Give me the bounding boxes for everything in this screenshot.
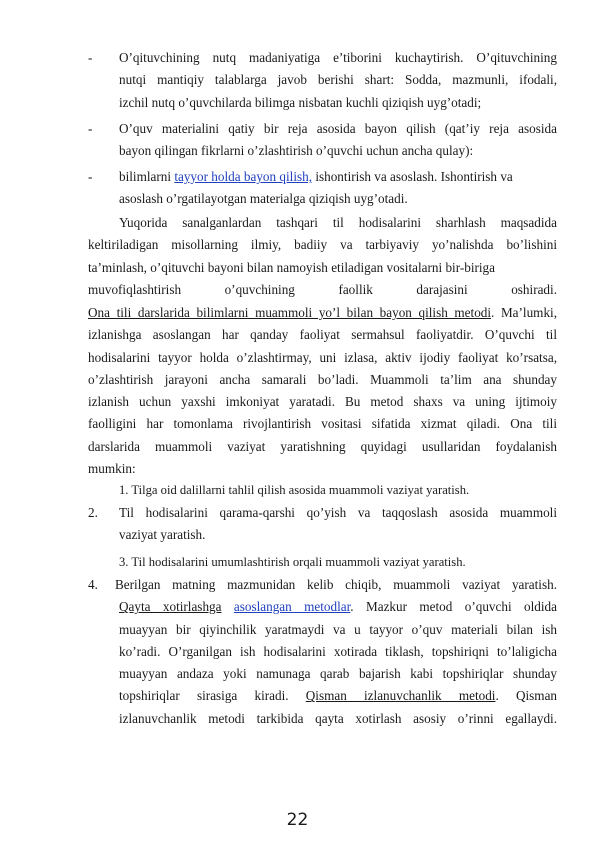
text-line: faolligini har tomonlama rivojlantirish vositasi sifatida xizmat qiladi. Ona tili [88,416,557,432]
page-number: 22 [286,810,309,830]
section-heading-underlined: Ona tili darslarida bilimlarni muammoli yo’l bilan bayon qilish metodi [88,305,492,320]
text-line: muayyan bir qiyinchilik yaratmaydi va u tayyor o’quv materiali bilan ish [119,621,557,637]
text-line: ko’radi. O’rganilgan ish hodisalarini xotirada tiklash, topshiriqni to’laligicha [119,643,557,659]
text-line: Ona tili darslarida bilimlarni muammoli yo’l bilan bayon qilish metodi. Ma’lumki, [88,305,557,320]
qisman-izlanuvchanlik-underlined: Qisman izlanuvchanlik metodi [305,688,496,704]
text-line: izlanuvchanlik metodi tarkibida qayta xotirlash asosiy o’rinni egallaydi. [119,710,557,726]
text-line: darslarida muammoli vaziyat yaratishning quyidagi usullaridan foydalanish [88,438,557,454]
text-line: vaziyat yaratish. [119,527,206,543]
text-line: topshiriqlar sirasiga kiradi. Qisman izlanuvchanlik metodi. Qisman [119,688,558,704]
bullet-marker: - [88,121,93,136]
asoslangan-metodlar-link[interactable]: asoslangan metodlar [233,599,351,615]
text-line: nutqi mantiqiy talablarga javob berishi shart: Sodda, mazmunli, ifodali, [119,72,557,88]
text-line: o’zlashtirish jarayoni ancha samarali bo’ladi. Muammoli ta’lim ana shunday [88,371,557,387]
list-marker: 2. [88,505,98,520]
text-line: izlanishga asoslangan har qanday faoliyat sermahsul faoliyatdir. O’quvchi til [88,327,557,343]
text-line: asoslash o’rgatilayotgan materialga qiziqish uyg’otadi. [119,191,408,207]
text-line: mumkin: [88,461,136,477]
text-line: izlanish uchun yaxshi imkoniyat yaratadi. Bu metod shaxs va uning ijtimoiy [88,394,557,410]
paragraph-1 [88,212,557,301]
text-line: ta’minlash, o’qituvchi bayoni bilan namoyish etiladigan vositalarni bir-biriga [88,259,495,275]
text-line: muayyan andaza yoki namunaga qarab bajarish kabi topshiriqlar shunday [119,666,557,682]
text-line: Qayta xotirlashga asoslangan metodlar. Mazkur metod o’quvchi oldida [119,599,557,615]
text-line: Yuqorida sanalganlardan tashqari til hodisalarini sharhlash maqsadida [119,215,557,230]
list-item-3 [119,551,557,573]
paragraph-2 [88,302,557,480]
text-line: O’qituvchining nutq madaniyatiga e’tiborini kuchaytirish. O’qituvchining [119,50,557,65]
text-line: muvofiqlashtirish o’quvchining faollik darajasini oshiradi. [88,281,557,297]
text-line: Berilgan matning mazmunidan kelib chiqib, muammoli vaziyat yaratish. [115,577,557,592]
text-line: bayon qilingan fikrlarni o’zlashtirish o’quvchi uchun ancha qulay): [119,143,474,159]
text-line: 1. Tilga oid dalillarni tahlil qilish asosida muammoli vaziyat yaratish. [119,483,470,497]
text-line: 3. Til hodisalarini umumlashtirish orqali muammoli vaziyat yaratish. [119,555,466,569]
text-line: izchil nutq o’quvchilarda bilimga nisbatan kuchli qiziqish uyg’otadi; [119,94,482,110]
list-item-1 [119,479,557,501]
tayyor-holda-link[interactable]: tayyor holda bayon qilish, [174,169,313,184]
text-line: O’quv materialini qatiy bir reja asosida bayon qilish (qat’iy reja asosida [119,121,557,136]
text-line: bilimlarni tayyor holda bayon qilish, ishontirish va asoslash. Ishontirish va [119,169,513,184]
text-line: Til hodisalarini qarama-qarshi qo’yish va taqqoslash asosida muammoli [119,505,557,520]
bullet-marker: - [88,169,93,184]
list-marker: 4. [88,577,98,592]
bullet-marker: - [88,50,93,65]
text-line: hodisalarini tayyor holda o’zlashtirmay, uni izlasa, aktiv ijodiy faoliyat ko’rsatsa, [88,349,557,365]
qayta-xotirlash-underlined: Qayta xotirlashga [119,599,222,615]
text-line: keltiriladigan misollarning ilmiy, badiiy va tarbiyaviy yo’nalishda bo’lishini [88,237,557,253]
